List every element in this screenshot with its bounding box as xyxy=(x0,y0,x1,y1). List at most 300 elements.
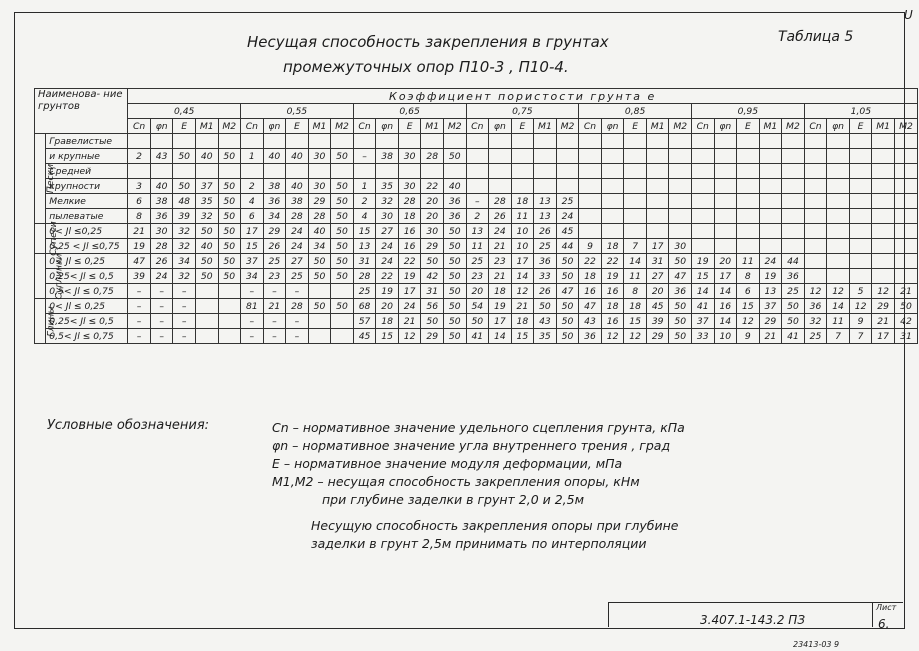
legend-phi: φn – нормативное значение угла внутреннего трения , град xyxy=(272,438,671,453)
soil-name: пылеватые xyxy=(46,209,128,224)
value-cell: 7 xyxy=(827,329,850,344)
value-cell xyxy=(894,269,917,284)
value-cell: 32 xyxy=(173,239,196,254)
value-cell: 24 xyxy=(286,239,309,254)
value-cell: 38 xyxy=(376,149,399,164)
value-cell xyxy=(759,179,782,194)
value-cell: 29 xyxy=(308,194,331,209)
value-cell: 25 xyxy=(556,194,579,209)
value-cell: 18 xyxy=(579,269,602,284)
value-cell xyxy=(849,269,872,284)
value-cell xyxy=(195,164,218,179)
value-cell: 34 xyxy=(263,209,286,224)
soil-name: крупности xyxy=(46,179,128,194)
value-cell: 50 xyxy=(218,194,241,209)
value-cell xyxy=(849,239,872,254)
value-cell: 19 xyxy=(128,239,151,254)
value-cell: 38 xyxy=(150,194,173,209)
value-cell: 25 xyxy=(534,239,557,254)
value-cell: 50 xyxy=(466,314,489,329)
value-cell: 10 xyxy=(511,224,534,239)
value-cell: 16 xyxy=(601,284,624,299)
value-cell xyxy=(218,314,241,329)
value-cell xyxy=(646,224,669,239)
table-row xyxy=(35,269,918,284)
value-cell xyxy=(827,194,850,209)
value-cell xyxy=(849,224,872,239)
value-cell: 50 xyxy=(308,269,331,284)
value-cell: 31 xyxy=(894,329,917,344)
value-cell: 50 xyxy=(443,269,466,284)
value-cell xyxy=(894,239,917,254)
value-cell xyxy=(218,329,241,344)
value-cell xyxy=(601,179,624,194)
value-cell xyxy=(466,149,489,164)
value-cell: 23 xyxy=(466,269,489,284)
value-cell xyxy=(624,209,647,224)
value-cell: 21 xyxy=(128,224,151,239)
value-cell: 24 xyxy=(398,299,421,314)
value-cell: 17 xyxy=(872,329,895,344)
value-cell xyxy=(421,134,444,149)
value-cell: – xyxy=(241,284,264,299)
value-cell: 50 xyxy=(443,254,466,269)
value-cell xyxy=(376,134,399,149)
value-cell: – xyxy=(150,284,173,299)
value-cell: – xyxy=(150,299,173,314)
value-cell xyxy=(646,164,669,179)
value-cell xyxy=(308,314,331,329)
group-label xyxy=(35,252,65,300)
group-label-text: Глины xyxy=(45,305,57,337)
value-cell: 12 xyxy=(511,284,534,299)
value-cell xyxy=(827,164,850,179)
value-cell: 21 xyxy=(263,299,286,314)
subcol-φn: φn xyxy=(714,119,737,134)
value-cell: 50 xyxy=(669,299,692,314)
value-cell xyxy=(624,164,647,179)
value-cell: 14 xyxy=(827,299,850,314)
note-line-2: заделки в грунт 2,5м принимать по интерполяции xyxy=(311,536,647,551)
value-cell xyxy=(579,149,602,164)
value-cell xyxy=(759,164,782,179)
value-cell: 31 xyxy=(421,284,444,299)
soil-name: 0< Jl ≤ 0,25 xyxy=(46,254,128,269)
value-cell: 42 xyxy=(421,269,444,284)
value-cell: 28 xyxy=(353,269,376,284)
subcol-cn: Cn xyxy=(804,119,827,134)
value-cell xyxy=(195,284,218,299)
value-cell xyxy=(128,134,151,149)
value-cell: 12 xyxy=(849,299,872,314)
value-cell: 16 xyxy=(398,239,421,254)
table-row xyxy=(35,164,918,179)
value-cell: 13 xyxy=(534,209,557,224)
value-cell: 43 xyxy=(534,314,557,329)
value-cell xyxy=(579,224,602,239)
subcol-m1: M1 xyxy=(759,119,782,134)
value-cell: 11 xyxy=(737,254,760,269)
value-cell xyxy=(691,134,714,149)
value-cell: 40 xyxy=(286,179,309,194)
value-cell xyxy=(804,239,827,254)
value-cell: 29 xyxy=(759,314,782,329)
value-cell xyxy=(759,134,782,149)
subcol-m1: M1 xyxy=(308,119,331,134)
value-cell: 50 xyxy=(331,224,354,239)
value-cell xyxy=(714,239,737,254)
value-cell xyxy=(263,134,286,149)
value-cell xyxy=(691,194,714,209)
value-cell: 40 xyxy=(443,179,466,194)
value-cell: 25 xyxy=(286,269,309,284)
value-cell xyxy=(737,134,760,149)
value-cell: 37 xyxy=(759,299,782,314)
value-cell: 4 xyxy=(241,194,264,209)
value-cell xyxy=(804,149,827,164)
value-cell: 21 xyxy=(489,239,512,254)
value-cell xyxy=(782,239,805,254)
value-cell: 2 xyxy=(353,194,376,209)
value-cell xyxy=(646,179,669,194)
value-cell xyxy=(534,179,557,194)
value-cell: 12 xyxy=(872,284,895,299)
value-cell: 50 xyxy=(218,239,241,254)
value-cell xyxy=(601,149,624,164)
value-cell: – xyxy=(150,314,173,329)
value-cell xyxy=(556,164,579,179)
value-cell: 17 xyxy=(398,284,421,299)
value-cell: 25 xyxy=(263,254,286,269)
value-cell: 22 xyxy=(398,254,421,269)
value-cell xyxy=(308,134,331,149)
value-cell: 43 xyxy=(579,314,602,329)
value-cell xyxy=(714,179,737,194)
value-cell: 20 xyxy=(376,299,399,314)
coefficient-7: 1,05 xyxy=(804,104,917,119)
value-cell xyxy=(782,179,805,194)
value-cell: 21 xyxy=(489,269,512,284)
value-cell: 36 xyxy=(579,329,602,344)
value-cell xyxy=(443,164,466,179)
value-cell: 50 xyxy=(195,254,218,269)
value-cell xyxy=(872,254,895,269)
value-cell: 39 xyxy=(128,269,151,284)
value-cell xyxy=(286,134,309,149)
table-row xyxy=(35,194,918,209)
value-cell xyxy=(782,164,805,179)
value-cell: 28 xyxy=(398,194,421,209)
value-cell: 40 xyxy=(195,149,218,164)
value-cell: 34 xyxy=(173,254,196,269)
value-cell xyxy=(579,179,602,194)
value-cell xyxy=(782,224,805,239)
subcol-e: E xyxy=(737,119,760,134)
footer-code: 23413-03 9 xyxy=(793,640,840,649)
value-cell xyxy=(646,209,669,224)
value-cell: 50 xyxy=(308,254,331,269)
value-cell: 19 xyxy=(376,284,399,299)
value-cell: 41 xyxy=(691,299,714,314)
subcol-m2: M2 xyxy=(782,119,805,134)
value-cell xyxy=(894,254,917,269)
note-line-1: Несущую способность закрепления опоры при глубине xyxy=(311,518,679,533)
coefficient-3: 0,65 xyxy=(353,104,466,119)
value-cell xyxy=(714,194,737,209)
soil-name: 0,25 < Jl ≤0,75 xyxy=(46,239,128,254)
subcol-m2: M2 xyxy=(894,119,917,134)
value-cell xyxy=(804,209,827,224)
group-label-text: Пески xyxy=(45,163,57,194)
value-cell xyxy=(556,134,579,149)
value-cell xyxy=(331,284,354,299)
value-cell xyxy=(691,164,714,179)
value-cell: 34 xyxy=(308,239,331,254)
value-cell: – xyxy=(128,329,151,344)
value-cell: 44 xyxy=(782,254,805,269)
table-row xyxy=(35,149,918,164)
value-cell: 21 xyxy=(872,314,895,329)
value-cell: 50 xyxy=(331,149,354,164)
value-cell: 30 xyxy=(421,224,444,239)
value-cell: 25 xyxy=(804,329,827,344)
value-cell: 26 xyxy=(263,239,286,254)
value-cell xyxy=(195,329,218,344)
value-cell: 24 xyxy=(286,224,309,239)
value-cell xyxy=(714,134,737,149)
value-cell: 26 xyxy=(489,209,512,224)
value-cell: – xyxy=(241,329,264,344)
coefficient-6: 0,95 xyxy=(691,104,804,119)
value-cell xyxy=(466,134,489,149)
value-cell: – xyxy=(150,329,173,344)
value-cell: 18 xyxy=(601,239,624,254)
value-cell: 24 xyxy=(376,239,399,254)
value-cell: 25 xyxy=(782,284,805,299)
value-cell: 50 xyxy=(218,149,241,164)
value-cell: 45 xyxy=(556,224,579,239)
value-cell: 35 xyxy=(195,194,218,209)
value-cell xyxy=(398,164,421,179)
value-cell xyxy=(759,224,782,239)
value-cell xyxy=(872,164,895,179)
value-cell xyxy=(218,299,241,314)
value-cell: 24 xyxy=(376,254,399,269)
value-cell: 12 xyxy=(624,329,647,344)
value-cell: 23 xyxy=(489,254,512,269)
value-cell: 30 xyxy=(150,224,173,239)
value-cell xyxy=(849,209,872,224)
subcol-φn: φn xyxy=(376,119,399,134)
value-cell: 50 xyxy=(331,239,354,254)
value-cell: 24 xyxy=(150,269,173,284)
value-cell: 14 xyxy=(511,269,534,284)
stamp-border xyxy=(608,602,903,603)
value-cell xyxy=(737,179,760,194)
value-cell: 50 xyxy=(443,299,466,314)
value-cell xyxy=(827,224,850,239)
value-cell xyxy=(489,134,512,149)
table-row xyxy=(35,329,918,344)
value-cell: 39 xyxy=(646,314,669,329)
value-cell xyxy=(827,209,850,224)
value-cell xyxy=(714,164,737,179)
subcol-m1: M1 xyxy=(421,119,444,134)
value-cell xyxy=(173,164,196,179)
value-cell: 17 xyxy=(511,254,534,269)
value-cell: – xyxy=(173,329,196,344)
value-cell: – xyxy=(128,284,151,299)
value-cell: 4 xyxy=(353,209,376,224)
value-cell: 57 xyxy=(353,314,376,329)
value-cell xyxy=(804,164,827,179)
value-cell xyxy=(579,194,602,209)
value-cell: 18 xyxy=(398,209,421,224)
subcol-m1: M1 xyxy=(195,119,218,134)
value-cell xyxy=(376,164,399,179)
value-cell: 6 xyxy=(128,194,151,209)
legend-e: E – нормативное значение модуля деформации, мПа xyxy=(272,456,623,471)
value-cell xyxy=(669,194,692,209)
value-cell: 2 xyxy=(241,179,264,194)
value-cell: 16 xyxy=(601,314,624,329)
value-cell: – xyxy=(263,329,286,344)
value-cell: 12 xyxy=(398,329,421,344)
value-cell xyxy=(827,149,850,164)
value-cell: 36 xyxy=(443,194,466,209)
value-cell: 26 xyxy=(150,254,173,269)
group-label xyxy=(35,299,57,344)
value-cell: 15 xyxy=(376,329,399,344)
value-cell: 13 xyxy=(534,194,557,209)
value-cell: 36 xyxy=(534,254,557,269)
value-cell: – xyxy=(128,299,151,314)
value-cell xyxy=(714,224,737,239)
title-line-1: Несущая способность закрепления в грунтах xyxy=(247,33,609,51)
value-cell: 15 xyxy=(241,239,264,254)
value-cell: 17 xyxy=(714,269,737,284)
table-row xyxy=(35,209,918,224)
soil-name: 0< Jl ≤0,25 xyxy=(46,224,128,239)
value-cell: 6 xyxy=(241,209,264,224)
value-cell xyxy=(241,164,264,179)
value-cell xyxy=(308,329,331,344)
table-label: Таблица 5 xyxy=(778,29,854,45)
value-cell xyxy=(150,134,173,149)
table-row xyxy=(35,314,918,329)
value-cell: 36 xyxy=(443,209,466,224)
value-cell xyxy=(714,149,737,164)
subcol-m2: M2 xyxy=(669,119,692,134)
value-cell: 12 xyxy=(804,284,827,299)
value-cell: 40 xyxy=(150,179,173,194)
value-cell xyxy=(894,134,917,149)
value-cell xyxy=(691,209,714,224)
value-cell: 2 xyxy=(466,209,489,224)
value-cell xyxy=(624,194,647,209)
stamp-left-line xyxy=(608,602,609,627)
value-cell: 22 xyxy=(579,254,602,269)
value-cell xyxy=(872,149,895,164)
value-cell: 50 xyxy=(218,224,241,239)
value-cell: 7 xyxy=(624,239,647,254)
value-cell: 29 xyxy=(263,224,286,239)
value-cell: 20 xyxy=(466,284,489,299)
value-cell xyxy=(579,134,602,149)
subcol-φn: φn xyxy=(150,119,173,134)
subcol-φn: φn xyxy=(489,119,512,134)
value-cell: 16 xyxy=(714,299,737,314)
value-cell: 50 xyxy=(443,284,466,299)
value-cell: – xyxy=(353,149,376,164)
value-cell xyxy=(466,164,489,179)
value-cell xyxy=(128,164,151,179)
value-cell xyxy=(737,224,760,239)
value-cell xyxy=(782,194,805,209)
value-cell: 50 xyxy=(331,194,354,209)
value-cell: 36 xyxy=(150,209,173,224)
value-cell: – xyxy=(263,314,286,329)
value-cell: 22 xyxy=(421,179,444,194)
value-cell: 50 xyxy=(669,254,692,269)
value-cell xyxy=(782,209,805,224)
value-cell xyxy=(759,239,782,254)
value-cell xyxy=(691,179,714,194)
value-cell: 1 xyxy=(353,179,376,194)
value-cell xyxy=(894,224,917,239)
value-cell xyxy=(263,164,286,179)
value-cell: 30 xyxy=(308,149,331,164)
subcol-φn: φn xyxy=(827,119,850,134)
value-cell: 54 xyxy=(466,299,489,314)
value-cell xyxy=(195,314,218,329)
value-cell xyxy=(556,179,579,194)
value-cell: 30 xyxy=(398,149,421,164)
value-cell: 16 xyxy=(398,224,421,239)
value-cell: 33 xyxy=(534,269,557,284)
value-cell: 13 xyxy=(353,239,376,254)
value-cell: 13 xyxy=(466,224,489,239)
value-cell: 11 xyxy=(624,269,647,284)
value-cell xyxy=(556,149,579,164)
value-cell: 8 xyxy=(737,269,760,284)
value-cell: 28 xyxy=(421,149,444,164)
value-cell xyxy=(646,194,669,209)
value-cell: 50 xyxy=(669,329,692,344)
value-cell: 30 xyxy=(376,209,399,224)
value-cell: 50 xyxy=(195,224,218,239)
value-cell xyxy=(398,134,421,149)
value-cell xyxy=(872,239,895,254)
value-cell: 50 xyxy=(443,149,466,164)
title-line-2: промежуточных опор П10-3 , П10-4. xyxy=(283,58,569,76)
value-cell: – xyxy=(173,299,196,314)
value-cell: 32 xyxy=(173,269,196,284)
value-cell xyxy=(511,164,534,179)
value-cell: 26 xyxy=(534,284,557,299)
coefficient-header: Коэффициент пористости грунта е xyxy=(128,89,918,104)
value-cell: 1 xyxy=(241,149,264,164)
value-cell: 27 xyxy=(376,224,399,239)
table-row xyxy=(35,254,918,269)
value-cell: 18 xyxy=(511,314,534,329)
value-cell xyxy=(849,194,872,209)
value-cell: 31 xyxy=(353,254,376,269)
value-cell: 15 xyxy=(353,224,376,239)
value-cell: 17 xyxy=(241,224,264,239)
value-cell xyxy=(579,209,602,224)
value-cell: 11 xyxy=(511,209,534,224)
